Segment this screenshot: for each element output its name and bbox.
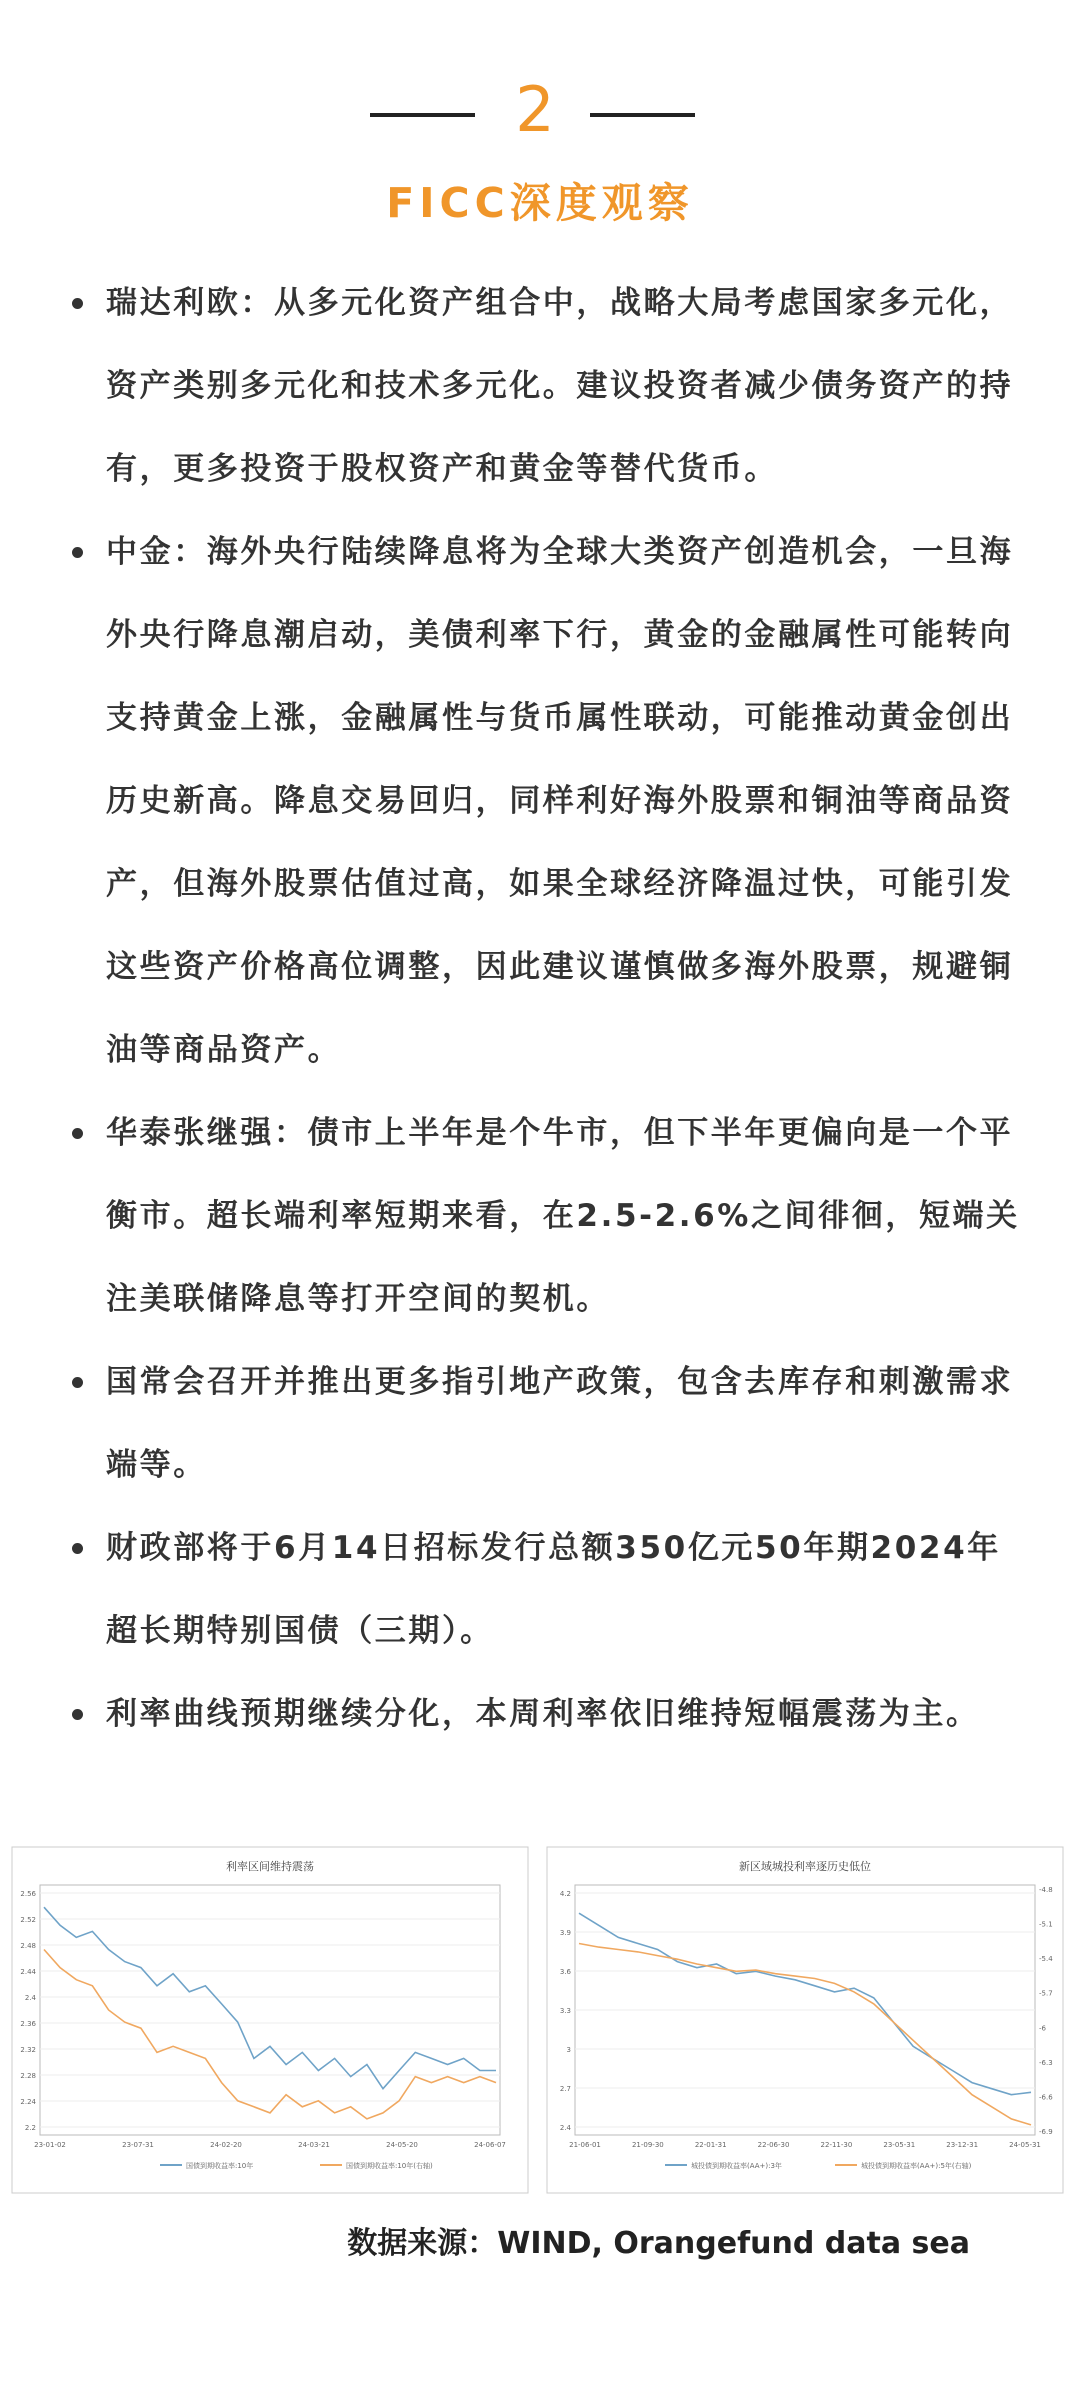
chart-frame (12, 1847, 528, 2193)
y-tick-label: 2.48 (20, 1942, 36, 1950)
section-title: FICC深度观察 (386, 179, 694, 227)
y-tick-label: 2.24 (20, 2098, 36, 2106)
x-tick-label: 24-03-21 (298, 2141, 330, 2149)
y-right-tick-label: -5.4 (1039, 1955, 1053, 1964)
legend-label: 国债到期收益率:10年(右轴) (346, 2162, 433, 2170)
y-tick-label: 2.28 (20, 2072, 36, 2080)
bullet-text: 瑞达利欧：从多元化资产组合中，战略大局考虑国家多元化，资产类别多元化和技术多元化。建议投资者减少债务资产的持有，更多投资于股权资产和黄金等替代货币。 (106, 285, 1014, 487)
chart-rate-range (10, 1845, 530, 2195)
legend-label: 国债到期收益率:10年 (186, 2162, 254, 2170)
y-tick-label: 4.2 (559, 1890, 571, 1898)
bullet-dot-icon (72, 1128, 83, 1139)
x-tick-label: 23-12-31 (946, 2141, 979, 2149)
legend-label: 城投债到期收益率(AA+):5年(右轴) (861, 2162, 972, 2170)
y-right-tick-label: -5.7 (1039, 1989, 1053, 1998)
y-right-tick-label: -4.8 (1039, 1886, 1053, 1894)
section-number: 2 (515, 73, 555, 146)
data-source: 数据来源：WIND, Orangefund data sea (347, 2226, 970, 2261)
chart-citybond-rate (545, 1845, 1065, 2195)
chart-title: 新区域城投利率逐历史低位 (739, 1860, 871, 1873)
y-tick-label: 2.44 (20, 1968, 36, 1976)
x-tick-label: 22-06-30 (757, 2141, 790, 2149)
bullet-text: 中金：海外央行陆续降息将为全球大类资产创造机会，一旦海外央行降息潮启动，美债利率下行，黄金的金融属性可能转向支持黄金上涨，金融属性与货币属性联动，可能推动黄金创出历史新高。降息交易回归，同样利好海外股票和铜油等商品资产，但海外股票估值过高，如果全球经济降温过快，可能引发这些资产价格高位调整，因此建议谨慎做多海外股票，规避铜油等商品资产。 (106, 534, 1014, 1068)
bullet-item (70, 1092, 1030, 1341)
x-tick-label: 23-01-02 (34, 2141, 66, 2149)
x-tick-label: 24-02-20 (210, 2141, 242, 2149)
y-right-tick-label: -5.1 (1039, 1920, 1053, 1929)
x-tick-label: 22-11-30 (820, 2141, 853, 2149)
bullet-item (70, 1507, 1030, 1673)
y-tick-label: 2.36 (20, 2020, 36, 2028)
bullet-item (70, 1673, 1030, 1756)
bullet-list (70, 262, 1030, 1756)
bullet-dot-icon (72, 298, 83, 309)
bullet-dot-icon (72, 1543, 83, 1554)
y-tick-label: 2.4 (559, 2124, 571, 2132)
bullet-item (70, 511, 1030, 1092)
section-header (0, 70, 1080, 150)
y-tick-label: 2.2 (24, 2124, 36, 2132)
x-tick-label: 21-06-01 (569, 2141, 601, 2149)
bullet-text: 利率曲线预期继续分化，本周利率依旧维持短幅震荡为主。 (106, 1696, 980, 1732)
y-tick-label: 3 (566, 2046, 571, 2054)
x-tick-label: 23-07-31 (122, 2141, 154, 2149)
y-right-tick-label: -6.9 (1039, 2128, 1053, 2136)
x-tick-label: 23-05-31 (883, 2141, 916, 2149)
bullet-dot-icon (72, 547, 83, 558)
legend-label: 城投债到期收益率(AA+):3年 (691, 2162, 782, 2170)
bullet-text: 财政部将于6月14日招标发行总额350亿元50年期2024年超长期特别国债（三期）。 (106, 1530, 1001, 1649)
y-tick-label: 2.4 (24, 1994, 36, 2002)
x-tick-label: 21-09-30 (631, 2141, 664, 2149)
bullet-text: 国常会召开并推出更多指引地产政策，包含去库存和刺激需求端等。 (106, 1364, 1014, 1483)
chart-frame (547, 1847, 1063, 2193)
bullet-item (70, 262, 1030, 511)
y-tick-label: 3.9 (559, 1929, 571, 1937)
bullet-dot-icon (72, 1377, 83, 1388)
header-line-right (590, 113, 695, 117)
y-tick-label: 3.6 (559, 1968, 571, 1976)
y-right-tick-label: -6 (1039, 2024, 1046, 2033)
bullet-item (70, 1341, 1030, 1507)
charts-area (0, 1845, 1080, 2195)
bullet-text: 华泰张继强：债市上半年是个牛市，但下半年更偏向是一个平衡市。超长端利率短期来看，在2.5-2.6%之间徘徊，短端关注美联储降息等打开空间的契机。 (106, 1115, 1020, 1317)
x-tick-label: 24-06-07 (474, 2141, 506, 2149)
x-tick-label: 22-01-31 (694, 2141, 727, 2149)
x-tick-label: 24-05-20 (386, 2141, 418, 2149)
y-tick-label: 2.56 (20, 1890, 36, 1898)
y-tick-label: 2.52 (20, 1916, 36, 1924)
y-right-tick-label: -6.3 (1039, 2058, 1053, 2067)
y-tick-label: 3.3 (559, 2007, 571, 2015)
bullet-dot-icon (72, 1709, 83, 1720)
x-tick-label: 24-05-31 (1009, 2141, 1041, 2149)
chart-title: 利率区间维持震荡 (226, 1860, 314, 1873)
y-right-tick-label: -6.6 (1039, 2093, 1053, 2102)
y-tick-label: 2.7 (559, 2085, 571, 2093)
header-line-left (370, 113, 475, 117)
y-tick-label: 2.32 (20, 2046, 36, 2054)
